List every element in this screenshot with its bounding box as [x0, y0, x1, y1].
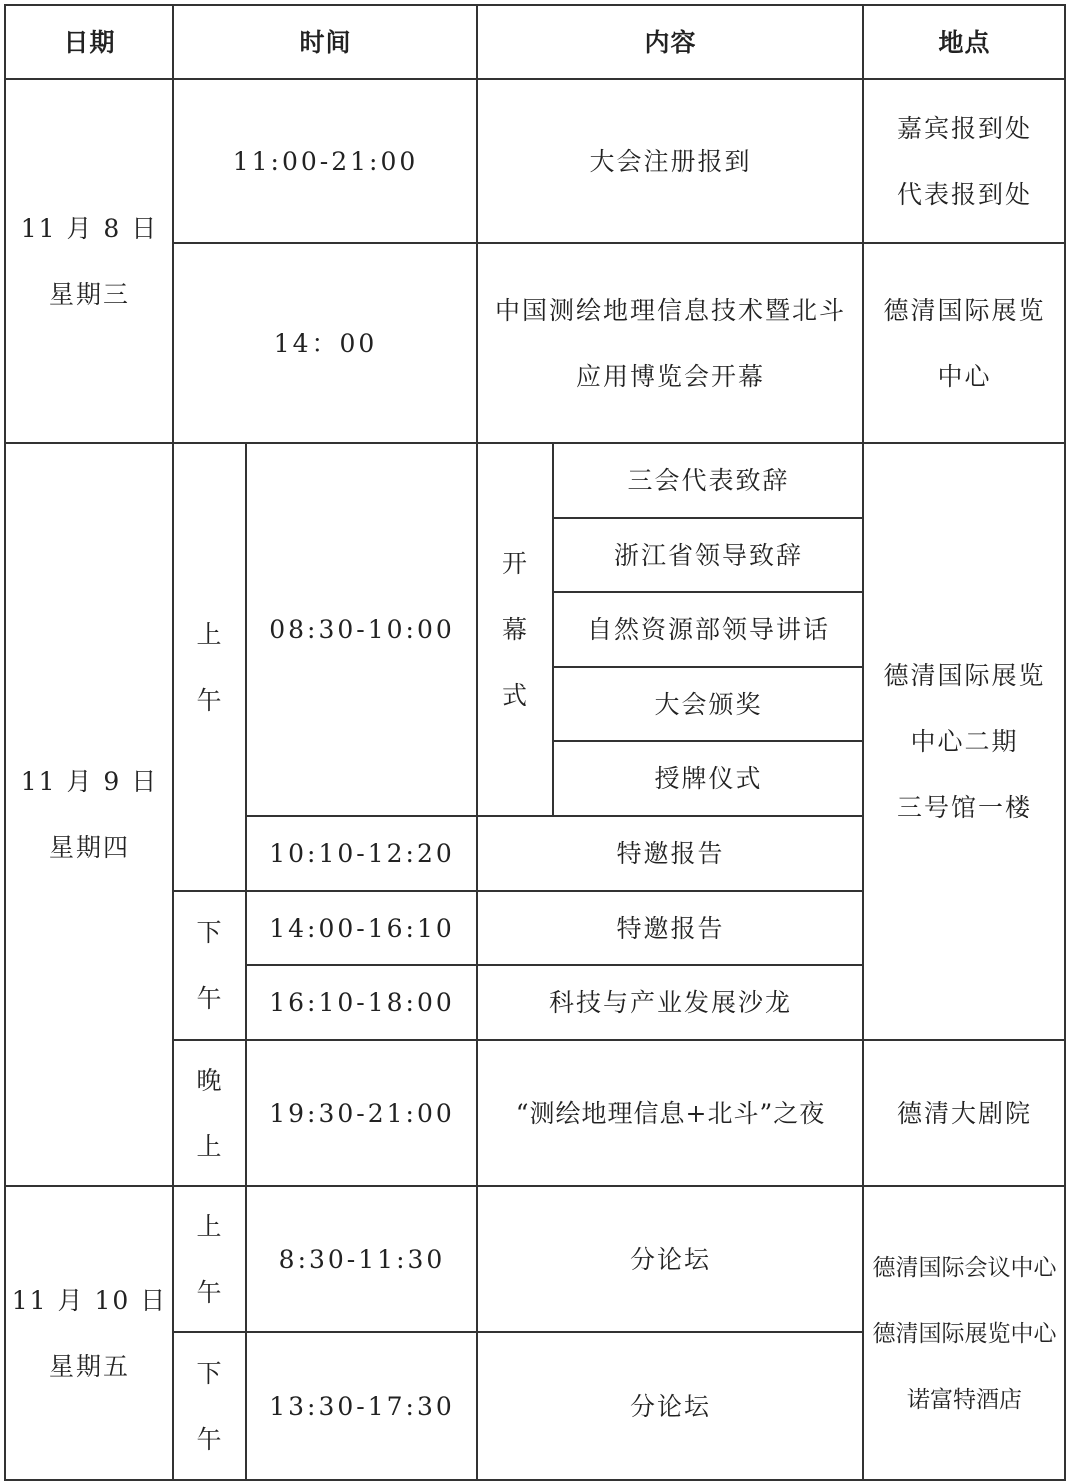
location-line: 中心二期 — [910, 727, 1019, 756]
location-line: 德清国际展览 — [883, 661, 1046, 690]
day2-period-evening — [174, 1041, 246, 1186]
day3-date: 11 月 10 日 — [11, 1285, 168, 1315]
day2-weekday: 星期四 — [48, 833, 130, 862]
opening-item: 授牌仪式 — [654, 764, 763, 793]
content-line: 中国测绘地理信息技术暨北斗 — [494, 295, 846, 325]
header-location: 地点 — [938, 27, 991, 57]
day2-salon-time: 16:10-18:00 — [269, 988, 455, 1017]
day3-am-time: 8:30-11:30 — [278, 1244, 446, 1274]
opening-item: 自然资源部领导讲话 — [586, 615, 830, 644]
day2-location — [864, 444, 1065, 1040]
location-line: 中心 — [937, 361, 992, 391]
day1-date-cell — [6, 80, 173, 443]
day3-am-content: 分论坛 — [629, 1244, 711, 1274]
header-time: 时间 — [299, 27, 352, 57]
day1-row1-content: 大会注册报到 — [589, 146, 752, 176]
day2-report1-time: 10:10-12:20 — [269, 839, 455, 868]
opening-item: 三会代表致辞 — [627, 466, 790, 495]
day3-weekday: 星期五 — [48, 1351, 130, 1381]
day2-salon-content: 科技与产业发展沙龙 — [548, 988, 792, 1017]
location-line: 代表报到处 — [896, 179, 1032, 209]
day2-evening-content: “测绘地理信息+北斗”之夜 — [515, 1098, 826, 1128]
location-line: 德清国际展览中心 — [872, 1320, 1057, 1347]
day2-opening-time: 08:30-10:00 — [269, 615, 455, 644]
day2-evening-location: 德清大剧院 — [896, 1098, 1032, 1128]
period-char: 晚 — [196, 1065, 224, 1095]
day2-period-pm — [174, 892, 246, 1040]
opening-item: 大会颁奖 — [654, 689, 763, 719]
day2-date: 11 月 9 日 — [20, 767, 159, 796]
header-date: 日期 — [63, 27, 116, 57]
day1-row2-content — [478, 244, 863, 443]
day2-report1-content: 特邀报告 — [616, 839, 725, 868]
day3-pm-time: 13:30-17:30 — [269, 1391, 455, 1421]
day3-period-pm — [174, 1333, 246, 1480]
location-line: 三号馆一楼 — [896, 793, 1032, 822]
day2-date-cell — [6, 444, 173, 1186]
period-char: 午 — [196, 1424, 224, 1454]
period-char: 午 — [196, 685, 224, 715]
header-content: 内容 — [644, 27, 697, 57]
day1-row1-time: 11:00-21:00 — [232, 146, 419, 176]
period-char: 下 — [196, 1358, 224, 1388]
day3-pm-content: 分论坛 — [629, 1391, 711, 1421]
day3-period-am — [174, 1187, 246, 1332]
opening-item: 浙江省领导致辞 — [613, 540, 803, 570]
opening-char: 幕 — [501, 615, 529, 644]
location-line: 嘉宾报到处 — [896, 113, 1032, 143]
day1-date: 11 月 8 日 — [20, 213, 159, 243]
period-char: 上 — [196, 619, 224, 649]
day3-date-cell — [6, 1187, 173, 1480]
day2-report2-content: 特邀报告 — [616, 913, 725, 943]
day2-evening-time: 19:30-21:00 — [269, 1098, 455, 1128]
day1-row2-location — [864, 244, 1065, 443]
day2-period-am — [174, 444, 246, 891]
period-char: 午 — [196, 1277, 224, 1307]
content-line: 应用博览会开幕 — [575, 361, 765, 391]
period-char: 午 — [196, 984, 224, 1013]
day1-row2-time: 14：00 — [273, 328, 378, 358]
location-line: 德清国际展览 — [883, 295, 1046, 325]
day1-row1-location — [864, 80, 1065, 243]
opening-ceremony-label — [478, 444, 553, 816]
period-char: 上 — [196, 1131, 224, 1161]
opening-char: 式 — [501, 681, 529, 710]
period-char: 下 — [196, 918, 224, 947]
opening-char: 开 — [501, 549, 529, 578]
location-line: 诺富特酒店 — [907, 1386, 1022, 1413]
location-line: 德清国际会议中心 — [872, 1254, 1057, 1281]
day2-report2-time: 14:00-16:10 — [269, 913, 455, 943]
day3-location — [864, 1187, 1065, 1480]
period-char: 上 — [196, 1211, 224, 1241]
day1-weekday: 星期三 — [48, 279, 130, 309]
